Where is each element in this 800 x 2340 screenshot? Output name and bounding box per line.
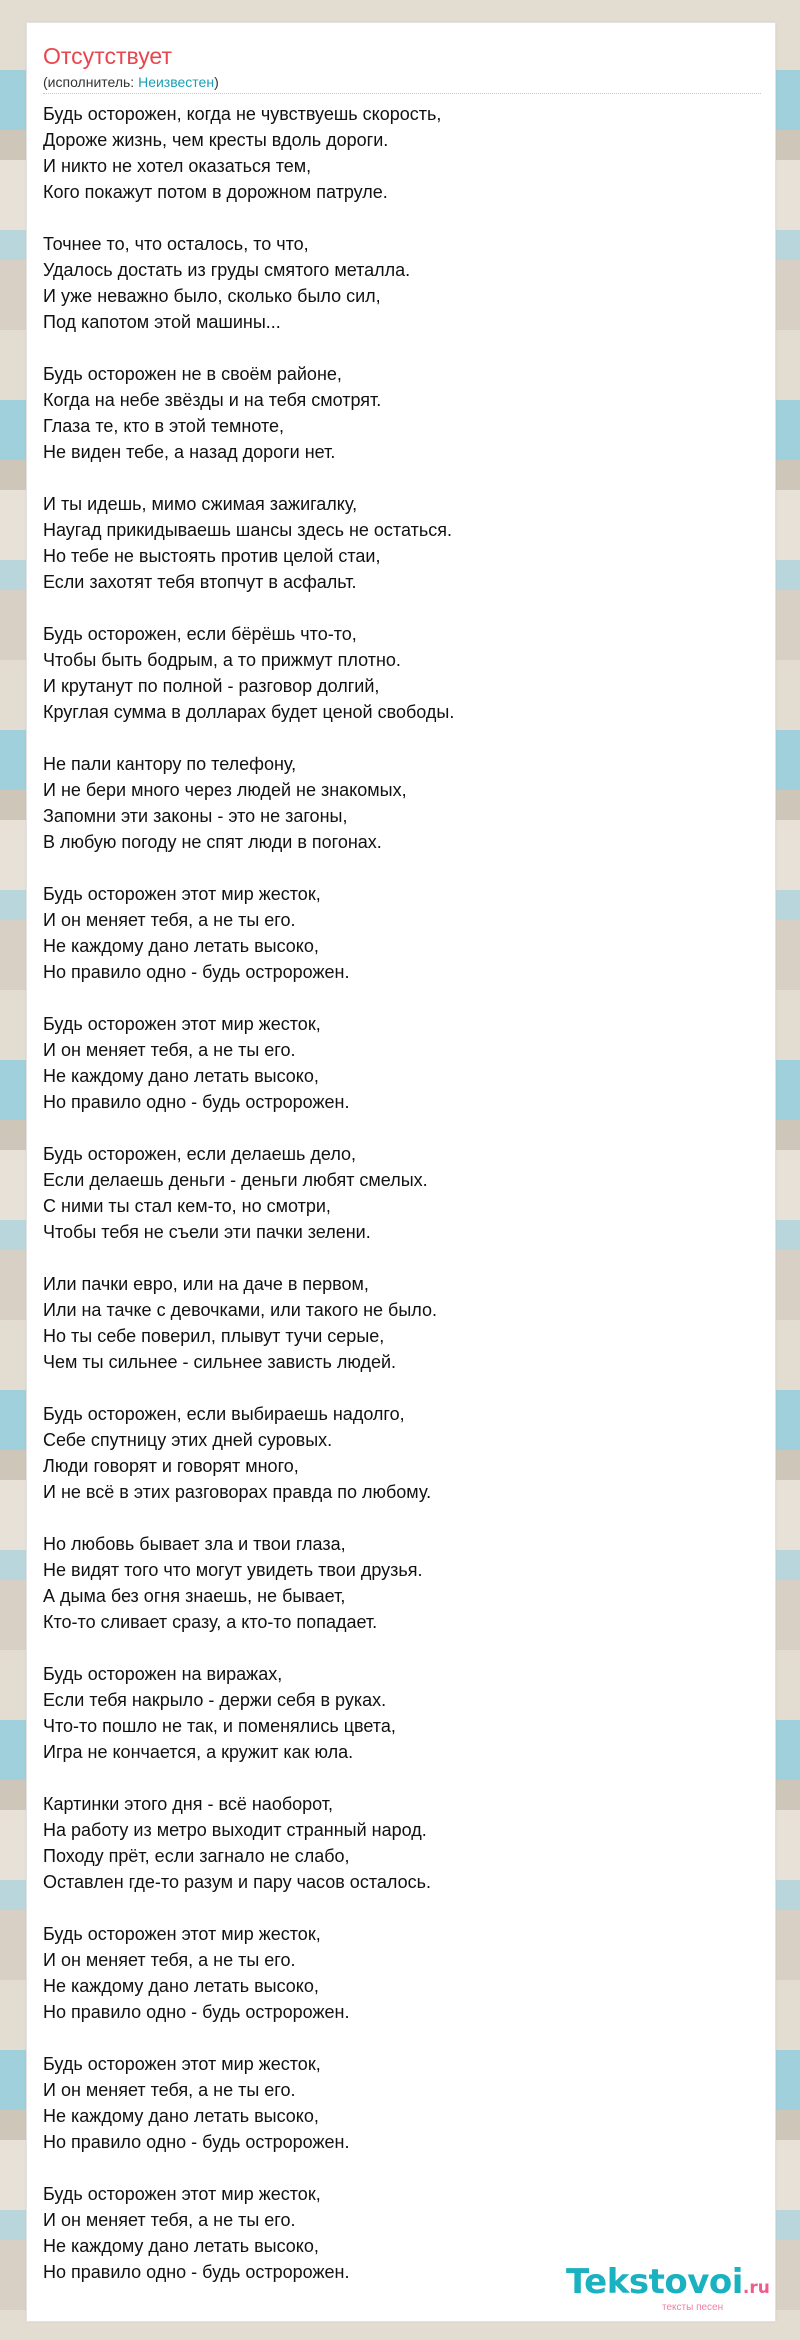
artist-prefix: (исполнитель: <box>43 74 139 90</box>
lyrics-line: Походу прёт, если загнало не слабо, <box>43 1846 350 1866</box>
logo-tagline: тексты песен <box>662 2302 724 2313</box>
lyrics-line: И он меняет тебя, а не ты его. <box>43 1950 296 1970</box>
lyrics-line: Чтобы тебя не съели эти пачки зелени. <box>43 1222 371 1242</box>
lyrics-line: Глаза те, кто в этой темноте, <box>43 416 284 436</box>
lyrics-line: И никто не хотел оказаться тем, <box>43 156 312 176</box>
lyrics-line: И уже неважно было, сколько было сил, <box>43 286 381 306</box>
lyrics-line: Если делаешь деньги - деньги любят смелых. <box>43 1170 428 1190</box>
lyrics-line: И крутанут по полной - разговор долгий, <box>43 676 380 696</box>
lyrics-line: Но правило одно - будь остророжен. <box>43 962 350 982</box>
lyrics-stanza <box>43 2051 761 2155</box>
lyrics-line: Но правило одно - будь остророжен. <box>43 2002 350 2022</box>
title-divider <box>43 93 761 94</box>
lyrics-line: Точнее то, что осталось, то что, <box>43 234 309 254</box>
lyrics-line: Не каждому дано летать высоко, <box>43 936 319 956</box>
lyrics-stanza <box>43 491 761 595</box>
lyrics-line: Не видят того что могут увидеть твои друзья. <box>43 1560 423 1580</box>
lyrics-line: Будь осторожен этот мир жесток, <box>43 884 321 904</box>
lyrics-line: Будь осторожен этот мир жесток, <box>43 1014 321 1034</box>
lyrics-line: Не пали кантору по телефону, <box>43 754 297 774</box>
lyrics-line: Если захотят тебя втопчут в асфальт. <box>43 572 357 592</box>
artist-line <box>43 73 219 91</box>
lyrics-line: И ты идешь, мимо сжимая зажигалку, <box>43 494 358 514</box>
lyrics-stanza <box>43 751 761 855</box>
lyrics-line: И он меняет тебя, а не ты его. <box>43 2080 296 2100</box>
lyrics-stanza <box>43 881 761 985</box>
lyrics-stanza <box>43 1921 761 2025</box>
lyrics-line: Будь осторожен этот мир жесток, <box>43 2054 321 2074</box>
lyrics-line: И он меняет тебя, а не ты его. <box>43 2210 296 2230</box>
lyrics-line: Но любовь бывает зла и твои глаза, <box>43 1534 346 1554</box>
logo-domain: .ru <box>742 2278 770 2298</box>
lyrics-stanza <box>43 101 761 205</box>
lyrics-line: И он меняет тебя, а не ты его. <box>43 910 296 930</box>
lyrics-line: Не каждому дано летать высоко, <box>43 2236 319 2256</box>
lyrics-line: Кого покажут потом в дорожном патруле. <box>43 182 388 202</box>
lyrics-line: Что-то пошло не так, и поменялись цвета, <box>43 1716 396 1736</box>
lyrics-line: Чтобы быть бодрым, а то прижмут плотно. <box>43 650 401 670</box>
lyrics-line: Но правило одно - будь остророжен. <box>43 2132 350 2152</box>
lyrics-line: Дороже жизнь, чем кресты вдоль дороги. <box>43 130 389 150</box>
lyrics-line: Но ты себе поверил, плывут тучи серые, <box>43 1326 385 1346</box>
lyrics-line: Будь осторожен на виражах, <box>43 1664 283 1684</box>
logo-name: Tekstovoi <box>566 2262 743 2302</box>
lyrics-line: И не всё в этих разговорах правда по любому. <box>43 1482 432 1502</box>
artist-link[interactable]: Неизвестен <box>138 74 215 90</box>
lyrics-stanza <box>43 1531 761 1635</box>
lyrics-line: Будь осторожен, если выбираешь надолго, <box>43 1404 405 1424</box>
lyrics-line: Но правило одно - будь остророжен. <box>43 2262 350 2282</box>
lyrics-line: Не каждому дано летать высоко, <box>43 1066 319 1086</box>
lyrics-line: И он меняет тебя, а не ты его. <box>43 1040 296 1060</box>
lyrics-card <box>26 22 776 2322</box>
lyrics-stanza <box>43 621 761 725</box>
lyrics-stanza <box>43 1401 761 1505</box>
lyrics-stanza <box>43 361 761 465</box>
lyrics-line: Когда на небе звёзды и на тебя смотрят. <box>43 390 382 410</box>
lyrics-stanza <box>43 1661 761 1765</box>
lyrics-line: Не каждому дано летать высоко, <box>43 1976 319 1996</box>
lyrics-line: Или пачки евро, или на даче в первом, <box>43 1274 369 1294</box>
lyrics-line: Картинки этого дня - всё наоборот, <box>43 1794 334 1814</box>
lyrics-line: Будь осторожен, если бёрёшь что-то, <box>43 624 357 644</box>
lyrics-line: Будь осторожен, когда не чувствуешь скорость, <box>43 104 442 124</box>
site-logo[interactable] <box>566 2262 776 2328</box>
lyrics-stanza <box>43 1271 761 1375</box>
lyrics-line: Не виден тебе, а назад дороги нет. <box>43 442 336 462</box>
lyrics-text <box>43 101 761 2311</box>
lyrics-line: Чем ты сильнее - сильнее зависть людей. <box>43 1352 397 1372</box>
lyrics-line: И не бери много через людей не знакомых, <box>43 780 407 800</box>
lyrics-line: В любую погоду не спят люди в погонах. <box>43 832 382 852</box>
lyrics-line: Если тебя накрыло - держи себя в руках. <box>43 1690 387 1710</box>
artist-suffix: ) <box>214 74 219 90</box>
lyrics-line: На работу из метро выходит странный народ. <box>43 1820 427 1840</box>
lyrics-line: А дыма без огня знаешь, не бывает, <box>43 1586 346 1606</box>
lyrics-line: Будь осторожен этот мир жесток, <box>43 1924 321 1944</box>
lyrics-line: Себе спутницу этих дней суровых. <box>43 1430 333 1450</box>
lyrics-line: Запомни эти законы - это не загоны, <box>43 806 348 826</box>
lyrics-stanza <box>43 1141 761 1245</box>
lyrics-line: Наугад прикидываешь шансы здесь не остаться. <box>43 520 452 540</box>
lyrics-stanza <box>43 1011 761 1115</box>
lyrics-stanza <box>43 231 761 335</box>
lyrics-line: Но тебе не выстоять против целой стаи, <box>43 546 381 566</box>
lyrics-line: Будь осторожен, если делаешь дело, <box>43 1144 357 1164</box>
lyrics-line: Люди говорят и говорят много, <box>43 1456 299 1476</box>
lyrics-line: Будь осторожен этот мир жесток, <box>43 2184 321 2204</box>
song-title: Отсутствует <box>43 43 172 69</box>
lyrics-line: С ними ты стал кем-то, но смотри, <box>43 1196 331 1216</box>
lyrics-line: Оставлен где-то разум и пару часов осталось. <box>43 1872 431 1892</box>
lyrics-line: Под капотом этой машины... <box>43 312 281 332</box>
lyrics-line: Игра не кончается, а кружит как юла. <box>43 1742 354 1762</box>
lyrics-line: Круглая сумма в долларах будет ценой свободы. <box>43 702 455 722</box>
lyrics-line: Удалось достать из груды смятого металла. <box>43 260 411 280</box>
lyrics-line: Кто-то сливает сразу, а кто-то попадает. <box>43 1612 378 1632</box>
lyrics-line: Но правило одно - будь остророжен. <box>43 1092 350 1112</box>
lyrics-stanza <box>43 1791 761 1895</box>
lyrics-line: Будь осторожен не в своём районе, <box>43 364 342 384</box>
lyrics-line: Или на тачке с девочками, или такого не было. <box>43 1300 438 1320</box>
lyrics-line: Не каждому дано летать высоко, <box>43 2106 319 2126</box>
